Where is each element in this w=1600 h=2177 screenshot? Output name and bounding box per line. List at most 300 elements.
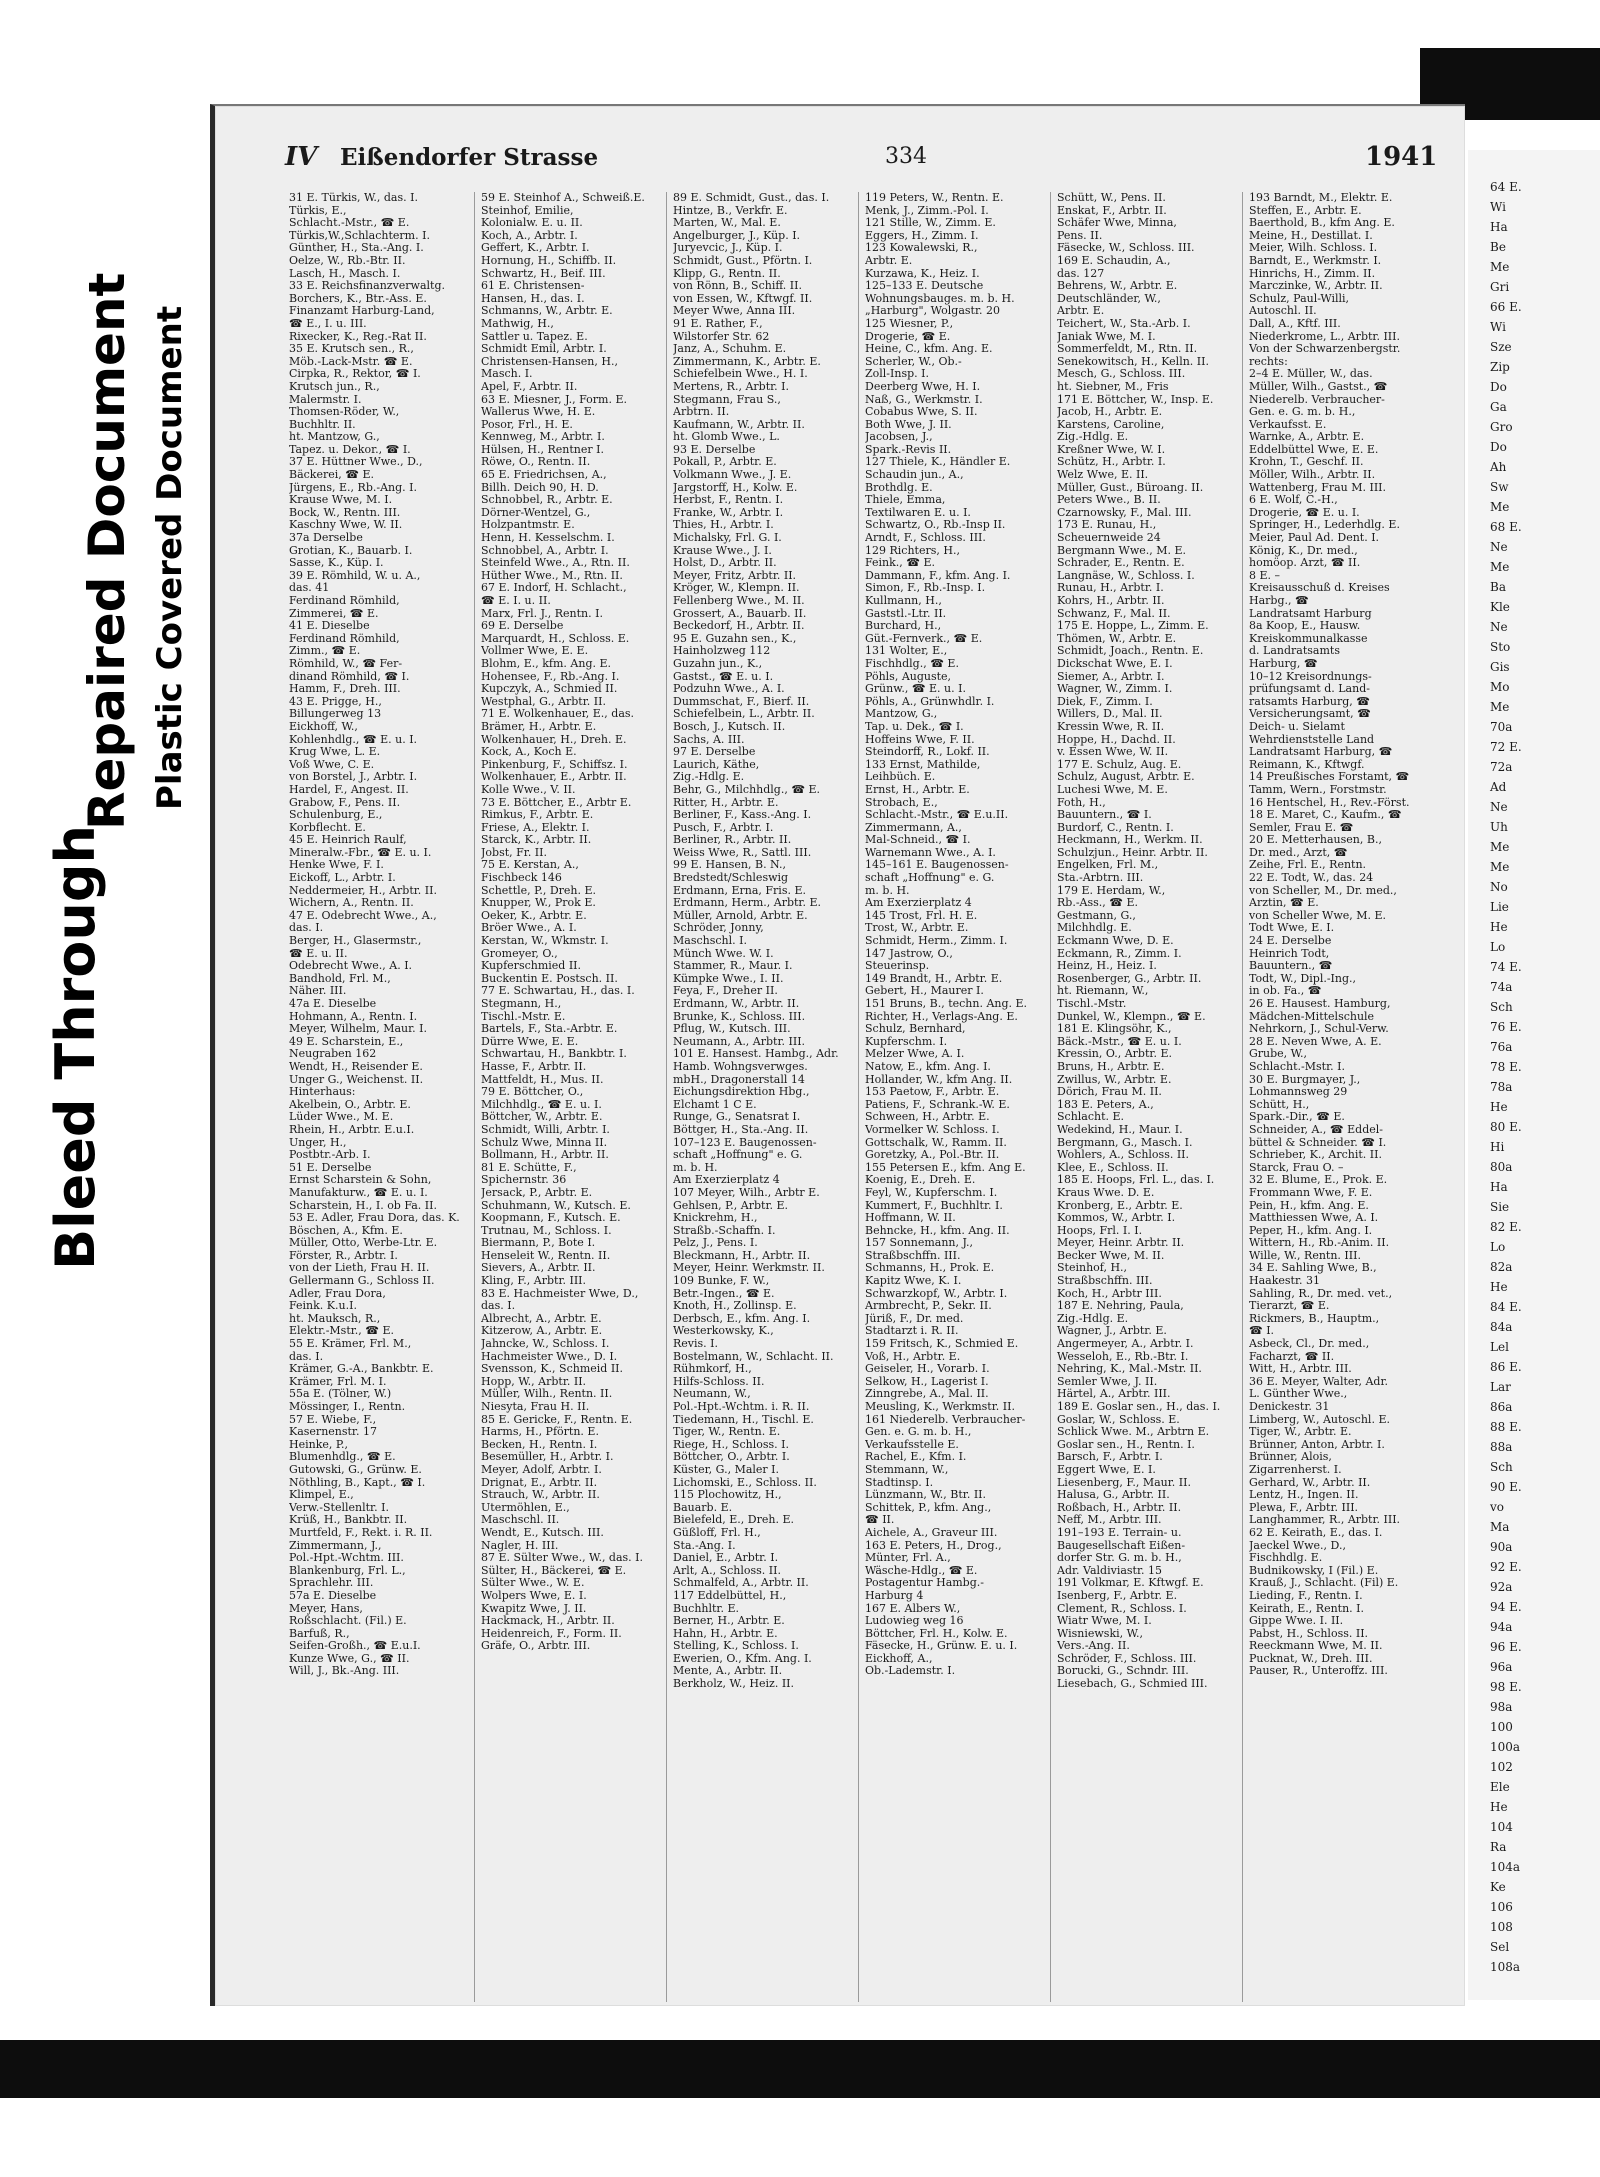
directory-entry: 189 E. Goslar sen., H., das. I. [1057,1401,1221,1413]
adjacent-page-fragment: 80a [1490,1160,1513,1174]
adjacent-page-fragment: 100a [1490,1740,1521,1754]
directory-entry: Dürre Wwe, E. E. [481,1035,579,1048]
directory-entry: 89 E. Schmidt, Gust., das. I. [673,192,830,204]
directory-entry: Angermeyer, A., Arbtr. I. [1057,1338,1194,1351]
directory-entry: Klimpel, E., [289,1489,354,1502]
directory-entry: Förster, R., Arbtr. I. [289,1249,398,1262]
directory-entry: Zeihe, Frl. E., Rentn. [1249,859,1367,872]
directory-entry: Wiatr Wwe, M. I. [1057,1615,1152,1628]
directory-entry: Straßbschffn. III. [865,1249,961,1262]
directory-entry: Langhammer, R., Arbtr. III. [1249,1514,1401,1527]
directory-entry: Riege, H., Schloss. I. [673,1438,789,1451]
directory-entry: Gastst., ☎ E. u. I. [673,670,774,683]
directory-entry: 149 Brandt, H., Arbtr. E. [865,972,1003,985]
directory-entry: Kolle Wwe., V. II. [481,783,576,796]
directory-entry: 37a Derselbe [289,532,363,545]
directory-entry: 57 E. Wiebe, F., [289,1413,377,1426]
directory-entry: Arbtr. E. [865,254,913,267]
directory-entry: Böschen, A., Kfm. E. [289,1224,403,1237]
directory-entry: Brünner, Anton, Arbtr. I. [1249,1438,1385,1451]
directory-entry: Schiefelbein Wwe., H. I. [673,368,808,381]
directory-entry: Erdmann, Herm., Arbtr. E. [673,897,821,910]
directory-entry: Heidenreich, F., Form. II. [481,1627,622,1640]
directory-entry: „Harburg", Wolgastr. 20 [865,305,1000,318]
directory-entry: Keirath, E., Rentn. I. [1249,1602,1365,1615]
directory-entry: Masch. I. [481,368,533,381]
directory-entry: Schettle, P., Dreh. E. [481,884,597,897]
directory-entry: Müller, Arnold, Arbtr. E. [673,909,808,922]
directory-entry: Wagner, W., Zimm. I. [1057,683,1173,696]
directory-entry: Facharzt, ☎ II. [1249,1350,1335,1363]
directory-entry: Ferdinand Römhild, [289,632,400,645]
directory-entry: Lünzmann, W., Btr. II. [865,1489,987,1502]
directory-entry: Koopmann, F., Kutsch. E. [481,1212,621,1225]
adjacent-page-fragment: He [1490,920,1508,934]
directory-entry: Kunze Wwe, G., ☎ II. [289,1652,410,1665]
directory-entry: Zwillus, W., Arbtr. E. [1057,1073,1172,1086]
directory-entry: Apel, F., Arbtr. II. [481,380,578,393]
directory-entry: Stadtarzt i. R. II. [865,1325,959,1338]
adjacent-page-fragment: Ne [1490,620,1508,634]
directory-entry: Wisniewski, W., [1057,1627,1144,1640]
directory-entry: Zimmermann, K., Arbtr. E. [673,355,821,368]
adjacent-page-fragment: 90 E. [1490,1480,1522,1494]
directory-entry: 43 E. Prigge, H., [289,695,382,708]
directory-entry: Landratsamt Harburg [1249,607,1372,620]
directory-entry: 131 Wolter, E., [865,645,948,658]
directory-entry: Kupferschm. I. [865,1035,948,1048]
directory-entry: Meier, Paul Ad. Dent. I. [1249,532,1380,545]
directory-entry: Stadtinsp. I. [865,1476,934,1489]
directory-entry: 129 Richters, H., [865,544,960,557]
directory-entry: 115 Plochowitz, H., [673,1489,782,1502]
directory-entry: prüfungsamt d. Land- [1249,683,1370,696]
directory-entry: Niesyta, Frau H. II. [481,1401,590,1413]
directory-entry: ☎ II. [865,1514,895,1527]
directory-entry: Leihbüch. E. [865,771,936,784]
directory-entry: Marten, W., Mal. E. [673,217,781,230]
directory-entry: Erdmann, Erna, Fris. E. [673,884,806,897]
directory-entry: Bostelmann, W., Schlacht. II. [673,1350,834,1363]
directory-entry: 147 Jastrow, O., [865,947,953,960]
directory-entry: ht. Riemann, W., [1057,985,1149,998]
directory-entry: Wehrdienststelle Land [1249,733,1375,746]
directory-entry: Bielefeld, E., Dreh. E. [673,1514,794,1527]
page-number: 334 [885,144,927,169]
directory-entry: Dörich, Frau M. II. [1057,1086,1162,1099]
directory-entry: Jacobsen, J., [865,431,933,444]
directory-entry: Blumenhdlg., ☎ E. [289,1451,396,1464]
adjacent-page-fragment: Ba [1490,580,1506,594]
directory-entry: Weiss Wwe, R., Sattl. III. [673,846,812,859]
directory-entry: Trutnau, M., Schloss. I. [481,1224,612,1237]
directory-entry: 31 E. Türkis, W., das. I. [289,192,418,204]
directory-entry: Kennweg, M., Arbtr. I. [481,431,605,444]
directory-entry: Tiger, W., Rentn. E. [673,1426,781,1439]
directory-entry: Hintze, B., Verkfr. E. [673,204,788,217]
directory-entry: 155 Petersen E., kfm. Ang E. [865,1161,1026,1174]
directory-entry: König, K., Dr. med., [1249,544,1358,557]
directory-entry: Dummschat, F., Bierf. II. [673,695,810,708]
directory-entry: Hoppe, H., Dachd. II. [1057,733,1176,746]
directory-entry: Kupczyk, A., Schmied II. [481,683,618,696]
directory-entry: Mössinger, I., Rentn. [289,1401,406,1413]
directory-entry: Meyer, Wilhelm, Maur. I. [289,1023,428,1036]
directory-entry: Mädchen-Mittelschule [1249,1010,1375,1023]
directory-entry: 77 E. Schwartau, H., das. I. [481,985,635,998]
directory-entry: Schmidt, Herm., Zimm. I. [865,935,1008,948]
adjacent-page-fragment: 76 E. [1490,1020,1522,1034]
directory-entry: 51 E. Derselbe [289,1161,372,1174]
directory-entry: 107 Meyer, Wilh., Arbtr E. [673,1186,820,1199]
directory-entry: 32 E. Blume, E., Prok. E. [1249,1174,1388,1187]
directory-entry: Röwe, O., Rentn. II. [481,456,591,469]
directory-entry: Schulzjun., Heinr. Arbtr. II. [1057,846,1208,859]
directory-entry: Matthiessen Wwe, A. I. [1249,1212,1379,1225]
directory-entry: Schwartz, H., Beif. III. [481,267,606,280]
directory-entry: Roßschlacht. (Fil.) E. [289,1615,407,1628]
directory-entry: Witt, H., Arbtr. III. [1249,1363,1352,1376]
directory-entry: Pens. II. [1057,229,1103,242]
adjacent-page-fragment: Ne [1490,800,1508,814]
directory-entry: Stegmann, Frau S., [673,393,781,406]
directory-entry: Textilwaren E. u. I. [865,506,971,519]
adjacent-page-fragment: Gri [1490,280,1510,294]
directory-entry: Behrens, W., Arbtr. E. [1057,280,1178,293]
directory-entry: Gromeyer, O., [481,947,558,960]
directory-entry: Westphal, G., Arbtr. II. [481,695,606,708]
directory-entry: Straßbschffn. III. [1057,1275,1153,1288]
directory-entry: Ernst Scharstein & Sohn, [289,1174,432,1187]
directory-entry: Eckmann Wwe, D. E. [1057,935,1174,948]
adjacent-page-fragment: Ra [1490,1840,1507,1854]
adjacent-page-fragment: Me [1490,840,1510,854]
directory-entry: Hüther Wwe., M., Rtn. II. [481,569,623,582]
directory-entry: Buchhltr. E. [673,1602,740,1615]
directory-entry: Bäck.-Mstr., ☎ E. u. I. [1057,1035,1182,1048]
column-6 [1249,192,1434,2002]
directory-entry: Brünner, Alois, [1249,1451,1332,1464]
directory-entry: Betr.-Ingen., ☎ E. [673,1287,775,1300]
directory-entry: Voß Wwe, C. E. [289,758,375,771]
directory-entry: Neff, M., Arbtr. III. [1057,1514,1162,1527]
adjacent-page-fragment: 102 [1490,1760,1513,1774]
directory-entry: Römhild, W., ☎ Fer- [289,657,403,670]
directory-entry: Sasse, K., Küp. I. [289,557,384,570]
directory-entry: Baerthold, B., kfm Ang. E. [1249,217,1395,230]
directory-entry: Landratsamt Harburg, ☎ [1249,746,1393,759]
directory-entry: 109 Bunke, F. W., [673,1275,770,1288]
adjacent-page-fragment: Ad [1490,780,1507,794]
directory-entry: Spark.-Revis II. [865,443,952,456]
directory-entry: 95 E. Guzahn sen., K., [673,632,797,645]
directory-entry: Becken, H., Rentn. I. [481,1438,598,1451]
directory-entry: rechts: [1249,355,1288,368]
directory-entry: Gen. e. G. m. b. H., [865,1426,972,1439]
directory-entry: 24 E. Derselbe [1249,935,1332,948]
directory-entry: Hainholzweg 112 [673,645,771,658]
directory-entry: Dall, A., Kftf. III. [1249,317,1341,330]
adjacent-page-fragment: 108a [1490,1960,1521,1974]
label-plastic-covered-document: Plastic Covered Document [150,305,190,810]
column-3 [673,192,859,2002]
directory-entry: Von der Schwarzenbergstr. [1249,343,1401,356]
directory-entry: Schmanns, W., Arbtr. E. [481,305,613,318]
directory-entry: Westerkowsky, K., [673,1325,774,1338]
adjacent-page-fragment: Ne [1490,540,1508,554]
directory-entry: Langnäse, W., Schloss. I. [1057,569,1195,582]
directory-entry: Heine, C., kfm. Ang. E. [865,343,993,356]
directory-entry: Mantzow, G., [865,708,938,721]
directory-entry: Meier, Wilh. Schloss. I. [1249,242,1378,255]
directory-entry: Münch Wwe. W. I. [673,947,774,960]
directory-entry: Mesch, G., Schloss. III. [1057,368,1186,381]
directory-entry: Koenig, E., Dreh. E. [865,1174,976,1187]
directory-entry: Bruns, H., Arbtr. E. [1057,1060,1165,1073]
directory-entry: Geiseler, H., Vorarb. I. [865,1363,990,1376]
directory-entry: Krause Wwe, M. I. [289,494,393,507]
directory-entry: Gestmann, G., [1057,909,1136,922]
adjacent-page-fragment: 94a [1490,1620,1513,1634]
directory-entry: Münter, Frl. A., [865,1552,951,1565]
directory-entry: Welz Wwe, E. II. [1057,469,1149,482]
directory-entry: 83 E. Hachmeister Wwe, D., [481,1287,639,1300]
adjacent-page-fragment: Lo [1490,940,1506,954]
directory-entry: Heinrich Todt, [1249,947,1330,960]
directory-entry: von Scheller, M., Dr. med., [1249,884,1397,897]
adjacent-page-fragment: Ah [1490,460,1507,474]
directory-entry: L. Günther Wwe., [1249,1388,1348,1401]
directory-entry: Arbtrn. II. [673,406,730,419]
directory-entry: Hollander, W., kfm Ang. II. [865,1073,1013,1086]
directory-entry: Korbflecht. E. [289,821,366,834]
directory-entry: Behncke, H., kfm. Ang. II. [865,1224,1010,1237]
directory-entry: Selkow, H., Lagerist I. [865,1375,989,1388]
directory-entry: Strauch, W., Arbtr. II. [481,1489,600,1502]
adjacent-page-fragment: 96 E. [1490,1640,1522,1654]
directory-entry: Semler Wwe, J. II. [1057,1375,1158,1388]
directory-entry: Holzpantmstr. E. [481,519,575,532]
directory-entry: mbH., Dragonerstall 14 [673,1073,805,1086]
directory-entry: 63 E. Miesner, J., Form. E. [481,393,627,406]
directory-entry: Stelling, K., Schloss. I. [673,1640,799,1653]
directory-entry: Daniel, E., Arbtr. I. [673,1552,779,1565]
directory-entry: Knupper, W., Prok E. [481,897,596,910]
adjacent-page-fragment: 100 [1490,1720,1513,1734]
directory-entry: Dunkel, W., Klempn., ☎ E. [1057,1010,1206,1023]
directory-entry: Unger, H., [289,1136,347,1149]
directory-entry: ☎ E. I. u. II. [481,595,551,607]
adjacent-page-fragment: Be [1490,240,1506,254]
directory-entry: Tiedemann, H., Tischl. E. [673,1413,814,1426]
directory-entry: Clement, R., Schloss. I. [1057,1602,1187,1615]
label-repaired-document: Repaired Document [78,272,136,830]
directory-entry: Tiger, W., Arbtr. E. [1249,1426,1352,1439]
directory-entry: Scheuernweide 24 [1057,532,1161,545]
adjacent-page-fragment: Lel [1490,1340,1509,1354]
directory-entry: Meyer, Hans, [289,1602,363,1615]
adjacent-page-fragment: Lie [1490,900,1509,914]
directory-entry: Pokall, P., Arbtr. E. [673,456,777,469]
adjacent-page-fragment: 76a [1490,1040,1513,1054]
directory-entry: Wolpers Wwe, E. I. [481,1589,587,1602]
directory-entry: Kohlenhdlg., ☎ E. u. I. [289,733,418,746]
directory-entry: Wichern, A., Rentn. II. [289,897,414,910]
directory-entry: Ernst, H., Arbtr. E. [865,783,970,796]
directory-entry: Hahn, H., Arbtr. E. [673,1627,778,1640]
directory-entry: Mathwig, H., [481,317,554,330]
directory-entry: Schlacht. E. [1057,1111,1125,1124]
directory-entry: 8 E. – [1249,569,1281,582]
adjacent-page-fragment: 72 E. [1490,740,1522,754]
directory-entry: Czarnowsky, F., Mal. III. [1057,506,1192,519]
directory-entry: Steuerinsp. [865,960,930,973]
directory-entry: Peper, H., kfm. Ang. I. [1249,1224,1373,1237]
directory-entry: Versicherungsamt, ☎ [1249,708,1371,721]
directory-entry: Behr, G., Milchhdlg., ☎ E. [673,783,821,796]
directory-entry: Schaudin jun., A., [865,469,964,482]
directory-entry: 59 E. Steinhof A., Schweiß.E. [481,192,645,204]
directory-entry: 191–193 E. Terrain- u. [1057,1526,1182,1539]
directory-entry: Küster, G., Maler I. [673,1463,780,1476]
directory-entry: Schneider, A., ☎ Eddel- [1249,1123,1383,1136]
directory-entry: Seifen-Großh., ☎ E.u.I. [289,1640,421,1653]
directory-entry: Schrader, E., Rentn. E. [1057,557,1185,570]
directory-entry: Krohn, T., Geschf. II. [1249,456,1364,469]
directory-entry: Hülsen, H., Rentner I. [481,443,604,456]
directory-entry: Zimmermann, J., [289,1539,382,1552]
directory-entry: Maschschl. II. [481,1514,560,1527]
adjacent-page-fragment: Me [1490,860,1510,874]
directory-entry: Wolkenhauer, E., Arbtr. II. [481,771,627,784]
directory-entry: 26 E. Hausest. Hamburg, [1249,998,1391,1010]
directory-entry: Hamb. Wohngsverwges. [673,1060,808,1073]
directory-entry: Senekowitsch, H., Kelln. II. [1057,355,1209,368]
directory-entry: Schnobbel, R., Arbtr. E. [481,494,613,507]
directory-entry: Henke Wwe, F. I. [289,859,384,872]
directory-entry: Lieding, F., Rentn. I. [1249,1589,1363,1602]
adjacent-page-fragment: 98 E. [1490,1680,1522,1694]
directory-entry: Kressin, O., Arbtr. E. [1057,1048,1172,1061]
adjacent-page-fragment: 70a [1490,720,1513,734]
directory-entry: 117 Eddelbüttel, H., [673,1589,787,1602]
directory-entry: Hoffeins Wwe, F. II. [865,733,975,746]
directory-entry: 181 E. Klingsöhr, K., [1057,1023,1172,1036]
directory-entry: Ewerien, O., Kfm. Ang. I. [673,1652,812,1665]
directory-entry: Tamm, Wern., Forstmstr. [1249,783,1387,796]
directory-entry: Schulz, Bernhard, [865,1023,966,1036]
directory-entry: Warnemann Wwe., A. I. [865,846,996,859]
adjacent-page-fragment: 82 E. [1490,1220,1522,1234]
directory-entry: Kummert, F., Buchhltr. I. [865,1199,1003,1212]
adjacent-page-fragment: Me [1490,700,1510,714]
directory-entry: Fellenberg Wwe., M. II. [673,595,805,607]
directory-entry: Kohrs, H., Arbtr. II. [1057,595,1165,607]
directory-entry: 191 Volkmar, E. Kftwgf. E. [1057,1577,1204,1590]
column-5 [1057,192,1243,2002]
directory-entry: Gaststl.-Ltr. II. [865,607,947,620]
directory-entry: 119 Peters, W., Rentn. E. [865,192,1004,204]
directory-entry: Meyer, Adolf, Arbtr. I. [481,1463,602,1476]
directory-entry: Drogerie, ☎ E. u. I. [1249,506,1360,519]
directory-entry: Eggers, H., Zimm. I. [865,229,979,242]
directory-entry: 187 E. Nehring, Paula, [1057,1300,1184,1313]
directory-entry: Hoffmann, W. II. [865,1212,956,1225]
directory-entry: Schittek, P., kfm. Ang., [865,1501,992,1514]
directory-entry: Biermann, P., Bote I. [481,1237,596,1250]
directory-entry: Meyer, Fritz, Arbtr. II. [673,569,797,582]
directory-entry: Gerhard, W., Arbtr. II. [1249,1476,1371,1489]
directory-entry: Kasernenstr. 17 [289,1426,377,1439]
directory-entry: Hachmeister Wwe., D. I. [481,1350,618,1363]
adjacent-page-fragment: Ha [1490,1180,1508,1194]
directory-entry: Lüder Wwe., M. E. [289,1111,394,1124]
directory-entry: Laurich, Käthe, [673,758,760,771]
directory-entry: Hohmann, A., Rentn. I. [289,1010,418,1023]
directory-entry: Voß, H., Arbtr. E. [865,1350,961,1363]
directory-entry: Schuhmann, W., Kutsch. E. [481,1199,631,1212]
directory-entry: Hardel, F., Angest. II. [289,783,409,796]
directory-entry: von Essen, W., Kftwgf. II. [673,292,813,305]
directory-entry: Sahling, R., Dr. med. vet., [1249,1287,1393,1300]
directory-entry: Kitzerow, A., Arbtr. E. [481,1325,603,1338]
directory-entry: Jargstorff, H., Kolw. E. [673,481,798,494]
directory-entry: Schäfer Wwe, Minna, [1057,217,1177,230]
directory-entry: Koch, A., Arbtr. I. [481,229,578,242]
directory-entry: 47a E. Dieselbe [289,998,377,1010]
directory-entry: Wäsche-Hdlg., ☎ E. [865,1564,978,1577]
directory-entry: Siemer, A., Arbtr. I. [1057,670,1165,683]
directory-entry: Marquardt, H., Schloss. E. [481,632,630,645]
directory-entry: Denickestr. 31 [1249,1401,1330,1413]
directory-entry: Am Exerzierplatz 4 [673,1174,780,1187]
directory-entry: Scharstein, H., I. ob Fa. II. [289,1199,437,1212]
directory-entry: Erdmann, W., Arbtr. II. [673,998,800,1010]
directory-entry: Roßbach, H., Arbtr. II. [1057,1501,1182,1514]
directory-entry: Krutsch jun., R., [289,380,380,393]
directory-entry: Nehring, K., Mal.-Mstr. II. [1057,1363,1202,1376]
directory-entry: Borucki, G., Schndr. III. [1057,1665,1189,1678]
directory-entry: Hohensee, F., Rb.-Ang. I. [481,670,620,683]
directory-entry: Hasse, F., Arbtr. II. [481,1060,587,1073]
directory-entry: Pflug, W., Kutsch. III. [673,1023,791,1036]
directory-entry: Lasch, H., Masch. I. [289,267,401,280]
directory-entry: Ob.-Lademstr. I. [865,1665,956,1678]
adjacent-page-fragment: Uh [1490,820,1508,834]
directory-entry: 177 E. Schulz, Aug. E. [1057,758,1182,771]
directory-entry: 161 Niederelb. Verbraucher- [865,1413,1026,1426]
directory-entry: 67 E. Indorf, H. Schlacht., [481,582,627,595]
directory-entry: Bäckerei, ☎ E. [289,469,374,482]
directory-entry: Deich- u. Sielamt [1249,720,1345,733]
directory-entry: 69 E. Derselbe [481,620,564,633]
directory-entry: Stammer, R., Maur. I. [673,960,793,973]
directory-entry: Grube, W., [1249,1048,1308,1061]
directory-entry: Marx, Frl. J., Rentn. I. [481,607,603,620]
directory-entry: Rhein, H., Arbtr. E.u.I. [289,1123,415,1136]
directory-columns [289,192,1439,2002]
directory-entry: Pelz, J., Pens. I. [673,1237,758,1250]
directory-entry: dinand Römhild, ☎ I. [289,670,410,683]
directory-entry: 6 E. Wolf, C.-H., [1249,494,1338,507]
directory-entry: Knoth, H., Zollinsp. E. [673,1300,797,1313]
directory-entry: Dörner-Wentzel, G., [481,506,591,519]
directory-entry: Gottschalk, W., Ramm. II. [865,1136,1007,1149]
directory-entry: Tierarzt, ☎ E. [1249,1300,1330,1313]
directory-entry: Jaeckel Wwe., D., [1249,1539,1346,1552]
directory-entry: 107–123 E. Baugenossen- [673,1136,817,1149]
directory-entry: Deutschländer, W., [1057,292,1161,305]
